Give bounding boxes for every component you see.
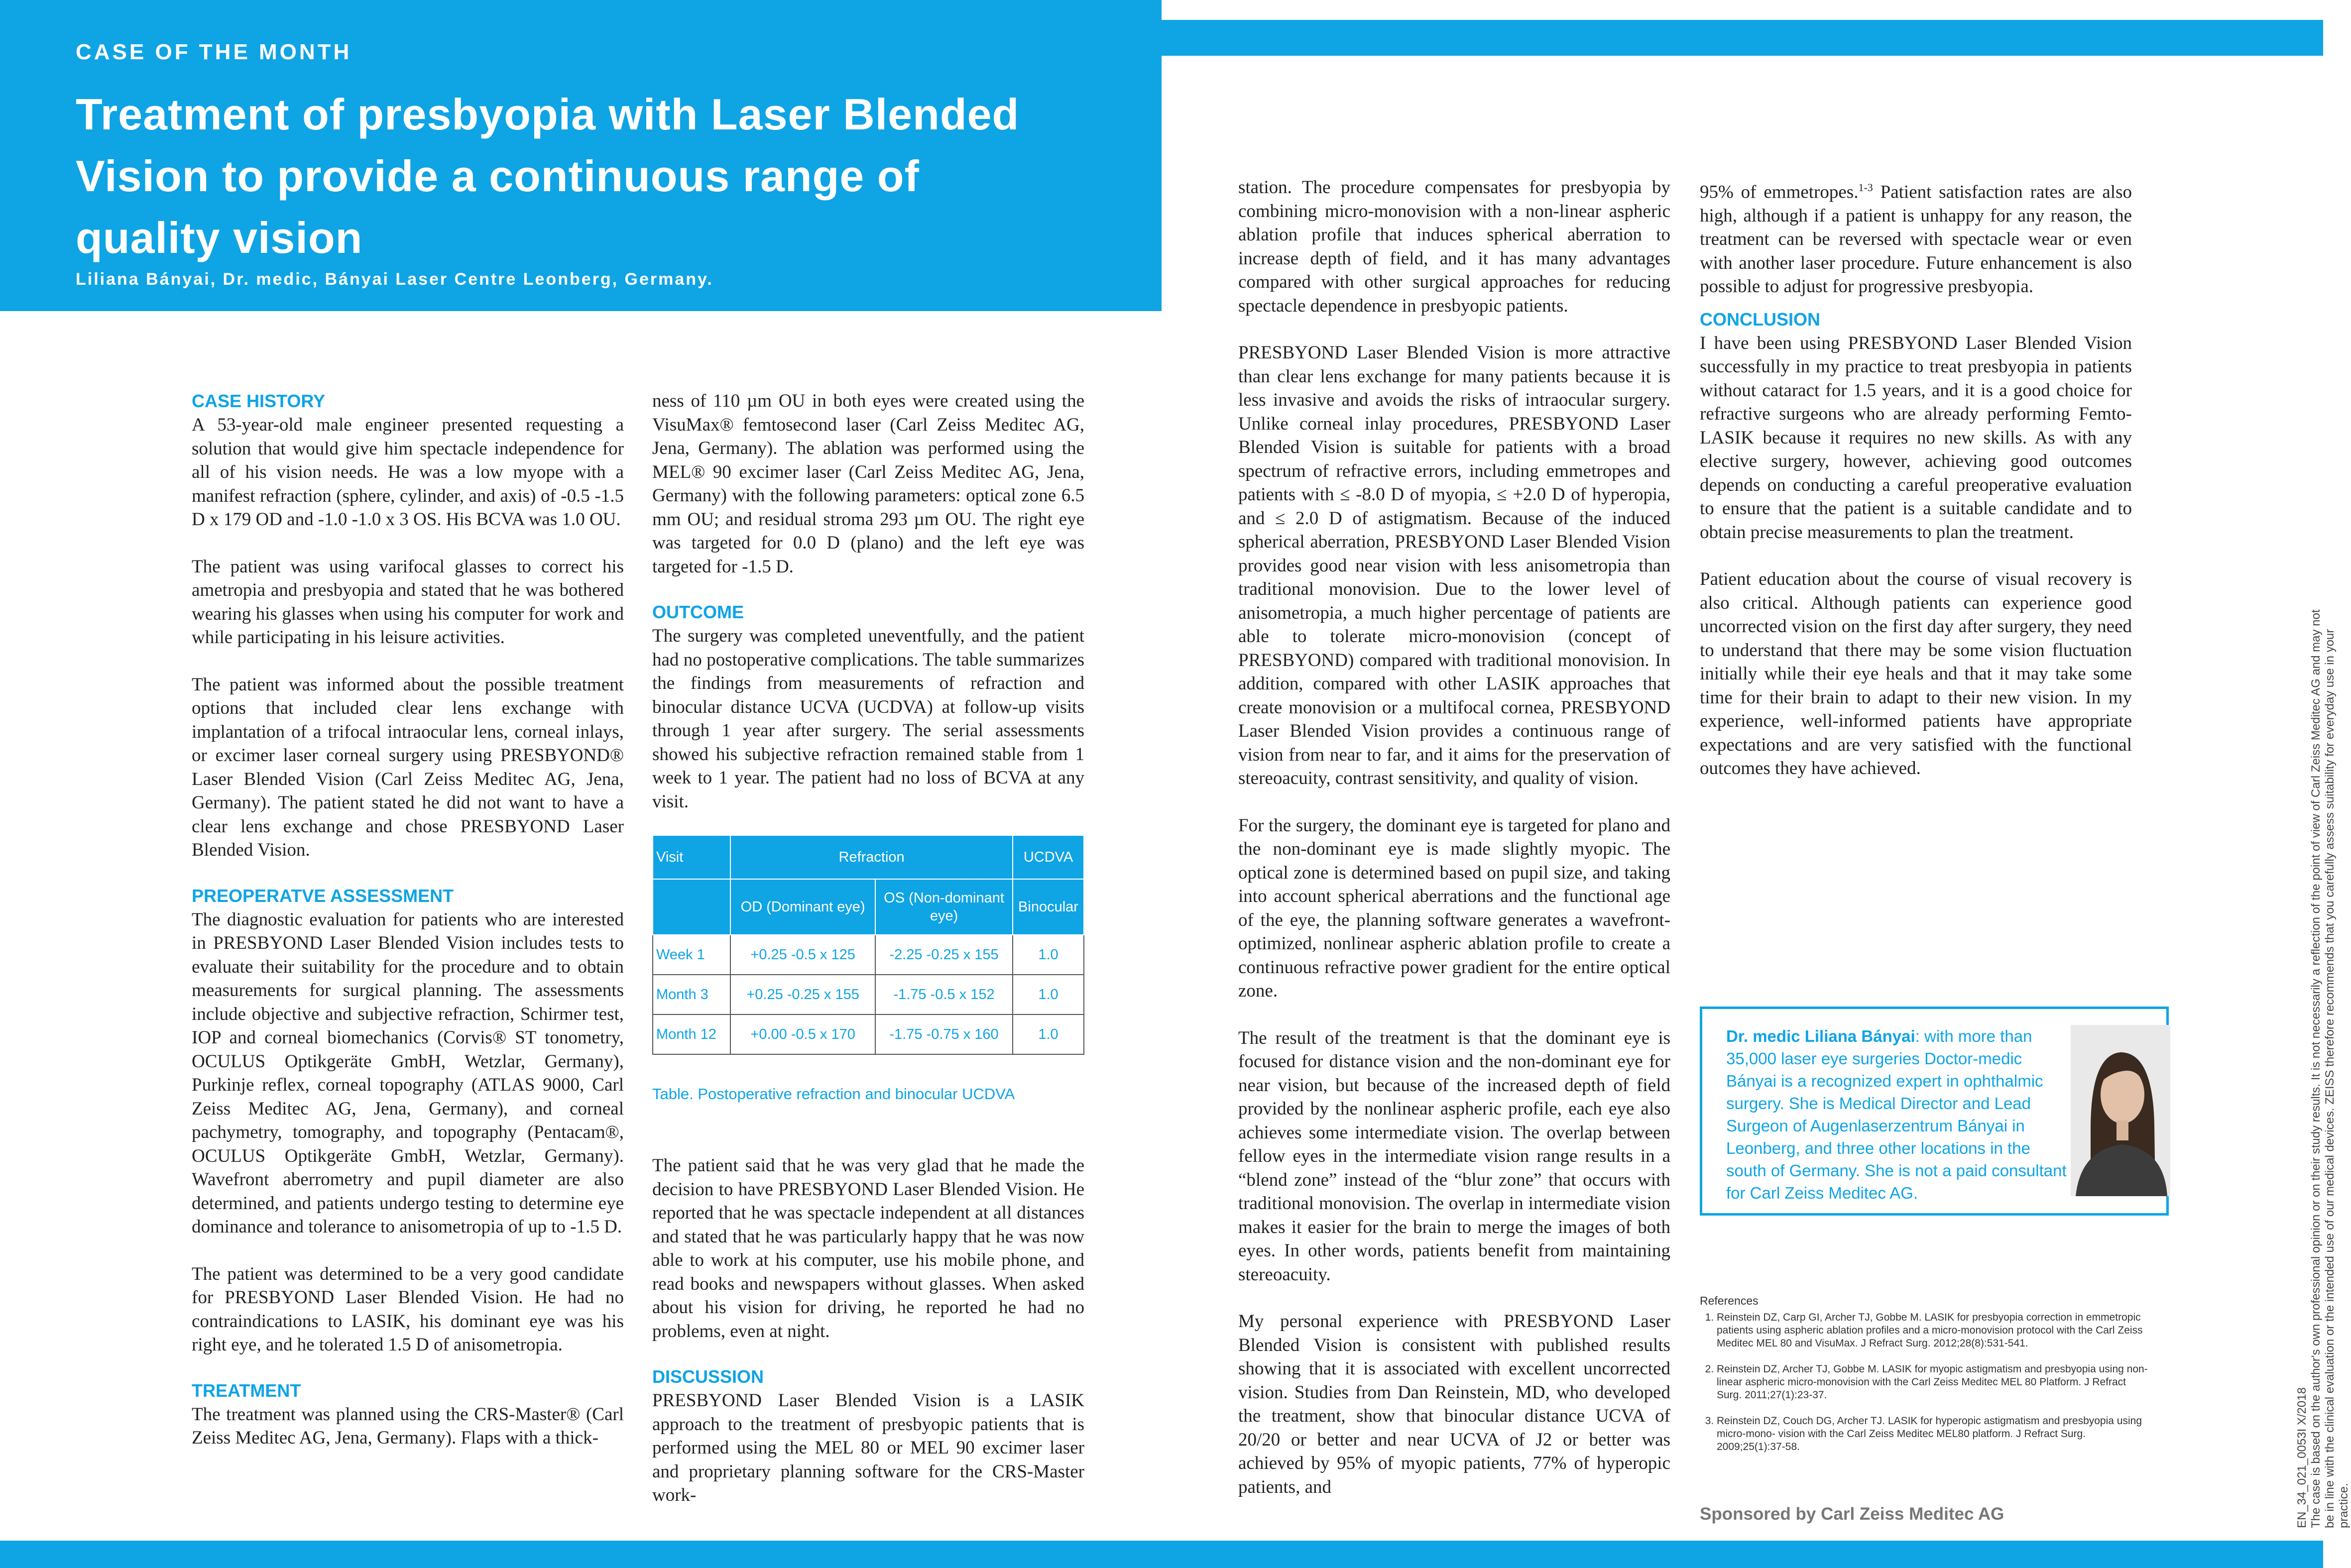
paragraph: A 53-year-old male engineer presented requesting a solution that would give him spectacle independence for all of his vision needs. He was a low myope with a manifest refraction (sphere, cylinder, and axis) of -0.5 -1.5 D x 179 OD and -1.0 -1.0 x 3 OS. His BCVA was 1.0 OU. — [192, 415, 624, 530]
section-tag: CASE STUDIES — [2063, 29, 2248, 48]
table-header-cell: Refraction — [730, 835, 1013, 879]
table-cell: 1.0 — [1013, 935, 1084, 975]
column-1 — [192, 389, 624, 1450]
results-table — [652, 835, 1084, 1055]
intro-text: 95% of emmetropes. — [1700, 182, 1859, 203]
table-header-row — [653, 835, 1084, 879]
title-line: Vision to provide a continuous range of — [76, 151, 920, 201]
page-title — [76, 84, 1171, 269]
column-3 — [1238, 176, 1670, 1499]
reference-item: 1. Reinstein DZ, Carp GI, Archer TJ, Gobbe M. LASIK for presbyopia correction in emmetropic patients using aspheric ablation profiles and a micro-monovision protocol with the Carl Zeiss Meditec MEL 80 and VisuMax. J Refract Surg. 2012;28(8):531-541. — [1717, 1311, 2148, 1350]
table-header-cell: OS (Non-dominant eye) — [875, 879, 1013, 935]
table-header-row — [653, 879, 1084, 935]
paragraph: The surgery was completed uneventfully, and the patient had no postoperative complications. The table summarizes the findings from measurements of refraction and binocular distance UCVA (UCDVA) at follow-up visits through 1 year after surgery. The serial assessments showed his subjective refraction remained stable from 1 week to 1 year. The patient had no loss of BCVA at any visit. — [652, 626, 1084, 812]
table-cell: -1.75 -0.75 x 160 — [875, 1014, 1013, 1054]
table-header-cell: Binocular — [1013, 879, 1084, 935]
table-cell: Month 3 — [653, 975, 730, 1014]
title-line: Treatment of presbyopia with Laser Blended — [76, 90, 1020, 139]
kicker: CASE OF THE MONTH — [76, 40, 352, 64]
table-cell: +0.00 -0.5 x 170 — [730, 1014, 875, 1054]
side-disclaimer — [2295, 582, 2351, 1528]
bio-description: : with more than 35,000 laser eye surgeries Doctor-medic Bányai is a recognized expert in ophthalmic surgery. She is Medical Director and Lead Surgeon of Augenlaserzentrum Bányai in Leonberg, and three other locations in the south of Germany. She is not a paid consultant for Carl Zeiss Meditec AG. — [1726, 1027, 2067, 1202]
table-row — [653, 935, 1084, 975]
table-cell: -2.25 -0.25 x 155 — [875, 935, 1013, 975]
table-header-cell: UCDVA — [1013, 835, 1084, 879]
paragraph: station. The procedure compensates for presbyopia by combining micro-monovision with a non-linear aspheric ablation profile that induces spherical aberration to increase depth of field, and it has many advantages compared with other surgical approaches for reducing spectacle dependence in presbyopic patients. — [1238, 177, 1670, 316]
outcome-heading: OUTCOME — [652, 602, 744, 622]
reference-item: 2. Reinstein DZ, Archer TJ, Gobbe M. LASIK for myopic astigmatism and presbyopia using non-linear aspheric micro-monovision with the Carl Zeiss Meditec MEL 80 Platform. J Refract Surg. 2011;27(1):23-37. — [1717, 1363, 2148, 1402]
citation: 1-3 — [1858, 181, 1873, 194]
table-cell: +0.25 -0.5 x 125 — [730, 935, 875, 975]
paragraph: The diagnostic evaluation for patients who are interested in PRESBYOND Laser Blended Vision includes tests to evaluate their suitability for the procedure and to obtain measurements for surgical planning. The assessments include objective and subjective refraction, Schirmer test, IOP and corneal biomechanics (Corvis® ST tonometry, OCULUS Optikgeräte GmbH, Wetzlar, Germany), Purkinje reflex, corneal topography (ATLAS 9000, Carl Zeiss Meditec AG, Jena, Germany), and corneal pachymetry, tomography, and topography (Pentacam®, OCULUS Optikgeräte GmbH, Wetzlar, Germany). Wavefront aberrometry and pupil diameter are also determined, and patients undergo testing to determine eye dominance and tolerance to anisometropia of up to -1.5 D. — [192, 909, 624, 1237]
paragraph: I have been using PRESBYOND Laser Blended Vision successfully in my practice to treat presbyopia in patients without cataract for 1.5 years, and it is a good choice for refractive surgeons who are already performing Femto-LASIK because it requires no new skills. As with any elective surgery, however, achieving good outcomes depends on conducting a careful preoperative evaluation to ensure that the patient is a suitable candidate and to obtain precise measurements to plan the treatment. — [1700, 333, 2132, 543]
column-4 — [1700, 176, 2132, 781]
side-note-line: The case is based on the author's own professional opinion or on their study results. It is not necessarily a reflection of the point of view of Carl Zeiss Meditec AG and may not — [2309, 609, 2323, 1528]
sponsor-line: Sponsored by Carl Zeiss Meditec AG — [1700, 1504, 2004, 1524]
paragraph: PRESBYOND Laser Blended Vision is more attractive than clear lens exchange for many patients because it is less invasive and avoids the risks of intraocular surgery. Unlike corneal inlay procedures, PRESBYOND Laser Blended Vision is suitable for patients with a broad spectrum of refractive errors, including emmetropes and patients with ≤ -8.0 D of myopia, ≤ +2.0 D of hyperopia, and ≤ 2.0 D of astigmatism. Because of the induced spherical aberration, PRESBYOND Laser Blended Vision provides good near vision with less anisometropia than traditional monovision. Due to the lower level of anisometropia, a much higher percentage of patients are able to tolerate micro-monovision (concept of PRESBYOND) compared with traditional monovision. In addition, compared with other LASIK approaches that create monovision or a multifocal cornea, PRESBYOND Laser Blended Vision provides a continuous range of vision from near to far, and it aims for the preservation of stereoacuity, contrast sensitivity, and quality of vision. — [1238, 342, 1670, 788]
paragraph: The patient was using varifocal glasses to correct his ametropia and presbyopia and stated that he was bothered wearing his glasses when using his computer for work and while participating in his leisure activities. — [192, 556, 624, 648]
references-title: References — [1700, 1294, 1759, 1307]
table-cell: Week 1 — [653, 935, 730, 975]
bottom-band — [0, 1541, 2323, 1568]
paragraph: The result of the treatment is that the dominant eye is focused for distance vision and the non-dominant eye for near vision, but because of the increased depth of field provided by the nonlinear aspheric profile, each eye also achieves some intermediate vision. The overlap between fellow eyes in the intermediate vision range results in a “blend zone” instead of the “blur zone” that occurs with traditional monovision. The overlap in intermediate vision makes it easier for the brain to merge the images of both eyes. In other words, patients benefit from maintaining stereoacuity. — [1238, 1027, 1670, 1285]
paragraph: ness of 110 µm OU in both eyes were created using the VisuMax® femtosecond laser (Carl Zeiss Meditec AG, Jena, Germany). The ablation was performed using the MEL® 90 excimer laser (Carl Zeiss Meditec AG, Jena, Germany) with the following parameters: optical zone 6.5 mm OU; and residual stroma 293 µm OU. The right eye was targeted for 0.0 D (plano) and the left eye was targeted for -1.5 D. — [652, 391, 1084, 577]
case-history-heading: CASE HISTORY — [192, 391, 326, 411]
title-line: quality vision — [76, 213, 363, 262]
paragraph: Patient education about the course of visual recovery is also critical. Although patients can experience good uncorrected vision on the first day after surgery, they need to understand that there may be some vision fluctuation initially while their eye heals and that it may take some time for their brain to adapt to their new vision. In my experience, well-informed patients have appropriate expectations and are very satisfied with the functional outcomes they have achieved. — [1700, 569, 2132, 779]
table-row — [653, 1014, 1084, 1054]
intro-rest: Patient satisfaction rates are also high, although if a patient is unhappy for any reason, the treatment can be reversed with spectacle wear or even with another laser procedure. Future enhancement is also possible to adjust for progressive presbyopia. — [1700, 182, 2132, 297]
bio-name: Dr. medic Liliana Bányai — [1726, 1027, 1915, 1045]
paragraph: The patient was determined to be a very good candidate for PRESBYOND Laser Blended Vision. He had no contraindications to LASIK, his dominant eye was his right eye, and he tolerated 1.5 D of anisometropia. — [192, 1263, 624, 1355]
table-header-cell — [653, 879, 730, 935]
table-cell: Month 12 — [653, 1014, 730, 1054]
conclusion-heading: CONCLUSION — [1700, 309, 1820, 330]
reference-item: 3. Reinstein DZ, Couch DG, Archer TJ. LASIK for hyperopic astigmatism and presbyopia using micro-mono- vision with the Carl Zeiss Meditec MEL80 platform. J Refract Surg. 2009;25(1):37-58. — [1717, 1415, 2148, 1454]
paragraph: The patient said that he was very glad that he made the decision to have PRESBYOND Laser Blended Vision. He reported that he was spectacle independent at all distances and stated that he was particularly happy that he was now able to work at his computer, use his mobile phone, and read books and newspapers without glasses. When asked about his vision for driving, he reported he had no problems, even at night. — [652, 1155, 1084, 1342]
column-2-lower — [652, 1154, 1084, 1507]
column-2 — [652, 389, 1084, 813]
table-caption: Table. Postoperative refraction and binocular UCDVA — [652, 1085, 1015, 1103]
side-note-line: EN_34_021_0053I X/2018 — [2295, 1387, 2309, 1528]
table-cell: 1.0 — [1013, 975, 1084, 1014]
side-note-line: be in line with the clinical evaluation or the intended use of our medical devices. ZEISS therefore recommends that you carefully assess suitability for everyday use in your practice. — [2323, 629, 2351, 1528]
table-cell: +0.25 -0.25 x 155 — [730, 975, 875, 1014]
treatment-heading: TREATMENT — [192, 1380, 301, 1401]
paragraph: The treatment was planned using the CRS-Master® (Carl Zeiss Meditec AG, Jena, Germany). Flaps with a thick- — [192, 1404, 624, 1448]
paragraph: For the surgery, the dominant eye is targeted for plano and the non-dominant eye is made slightly myopic. The optical zone is determined based on pupil size, and taking into account spherical aberrations and the functional age of the eye, the planning software generates a wavefront-optimized, nonlinear aspheric ablation profile to create a continuous refractive power gradient for the entire optical zone. — [1238, 815, 1670, 1001]
paragraph: My personal experience with PRESBYOND Laser Blended Vision is consistent with published results showing that it is associated with excellent uncorrected vision. Studies from Dan Reinstein, MD, who developed the treatment, show that binocular distance UCVA of 20/20 or better and near UCVA of J2 or better was achieved by 95% of myopic patients, 77% of hyperopic patients, and — [1238, 1311, 1670, 1497]
paragraph: PRESBYOND Laser Blended Vision is a LASIK approach to the treatment of presbyopic patients that is performed using the MEL 80 or MEL 90 excimer laser and proprietary planning software for the CRS-Master work- — [652, 1390, 1084, 1505]
bio-text — [1726, 1025, 2070, 1204]
table-cell: 1.0 — [1013, 1014, 1084, 1054]
byline: Liliana Bányai, Dr. medic, Bányai Laser Centre Leonberg, Germany. — [76, 270, 713, 289]
discussion-heading: DISCUSSION — [652, 1366, 764, 1387]
paragraph — [1700, 176, 2132, 299]
author-bio-box — [1700, 1007, 2169, 1216]
author-portrait-image — [2071, 1025, 2170, 1196]
table-row — [653, 975, 1084, 1014]
references — [1700, 1294, 2148, 1466]
table-header-cell: OD (Dominant eye) — [730, 879, 875, 935]
preop-heading: PREOPERATVE ASSESSMENT — [192, 885, 454, 906]
table-header-cell: Visit — [653, 835, 730, 879]
table-cell: -1.75 -0.5 x 152 — [875, 975, 1013, 1014]
paragraph: The patient was informed about the possible treatment options that included clear lens exchange with implantation of a trifocal intraocular lens, corneal inlays, or excimer laser corneal surgery using PRESBYOND® Laser Blended Vision (Carl Zeiss Meditec AG, Jena, Germany). The patient stated he did not want to have a clear lens exchange and chose PRESBYOND Laser Blended Vision. — [192, 674, 624, 860]
